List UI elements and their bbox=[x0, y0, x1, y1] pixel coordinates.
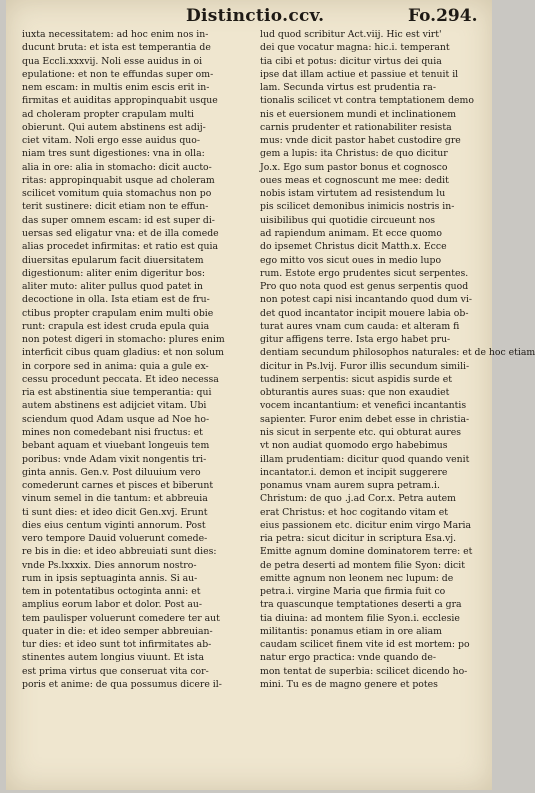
text-line: mini. Tu es de magno genere et potes bbox=[260, 679, 438, 691]
text-line: non potest capi nisi incantando quod dum vi- bbox=[260, 294, 473, 306]
text-line: interficit cibus quam gladius: et non solum bbox=[22, 347, 224, 359]
right-text-column bbox=[260, 28, 535, 691]
text-line: re bis in die: et ideo abbreuiati sunt dies: bbox=[22, 546, 217, 558]
text-line: alia in ore: alia in stomacho: dicit aucto- bbox=[22, 161, 212, 173]
text-line: ginta annis. Gen.v. Post diluuium vero bbox=[22, 466, 201, 478]
text-line: uisibilibus qui quotidie circueunt nos bbox=[260, 214, 436, 226]
text-line: cessu procedunt peccata. Et ideo necessa bbox=[22, 373, 219, 385]
text-line: est prima virtus que conseruat vita cor- bbox=[22, 665, 209, 677]
text-line: tia cibi et potus: dicitur virtus dei quia bbox=[260, 55, 442, 67]
text-line: nobis istam virtutem ad resistendum lu bbox=[260, 188, 446, 200]
text-line: terit sustinere: dicit etiam non te effun- bbox=[22, 201, 209, 213]
text-line: sapienter. Furor enim debet esse in christia- bbox=[260, 413, 470, 425]
text-line: do ipsemet Christus dicit Matth.x. Ecce bbox=[260, 241, 447, 253]
text-line: vnde Ps.lxxxix. Dies annorum nostro- bbox=[22, 559, 197, 571]
text-line: carnis prudenter et rationabiliter resista bbox=[260, 121, 452, 133]
text-line: uersas sed eligatur vna: et de illa comede bbox=[22, 227, 219, 239]
text-line: obturantis aures suas: que non exaudiet bbox=[260, 387, 450, 399]
text-line: vero tempore Dauid voluerunt comede- bbox=[22, 533, 208, 545]
text-line: mon tentat de superbia: scilicet dicendo ho- bbox=[260, 665, 468, 677]
text-line: tem paulisper voluerunt comedere ter aut bbox=[22, 612, 220, 624]
text-line: qua Eccli.xxxvij. Noli esse auidus in oi bbox=[22, 55, 203, 67]
text-line: rum in ipsis septuaginta annis. Si au- bbox=[22, 572, 198, 584]
text-line: poris et anime: de qua possumus dicere il- bbox=[22, 679, 222, 691]
text-line: bebant aquam et viuebant longeuis tem bbox=[22, 440, 210, 452]
text-line: vinum semel in die tantum: et abbreuia bbox=[22, 493, 208, 505]
text-line: dies eius centum viginti annorum. Post bbox=[22, 519, 206, 531]
text-line: dicitur in Ps.lvij. Furor illis secundum simili- bbox=[260, 360, 470, 372]
text-line: epulatione: et non te effundas super om- bbox=[22, 68, 214, 80]
text-line: pis scilicet demonibus inimicis nostris in- bbox=[260, 201, 455, 213]
text-line: lam. Secunda virtus est prudentia ra- bbox=[260, 82, 436, 94]
text-line: nis et euersionem mundi et inclinationem bbox=[260, 108, 457, 120]
text-line: tra quascunque temptationes deserti a gra bbox=[260, 599, 462, 611]
text-line: alias procedet infirmitas: et ratio est quia bbox=[22, 241, 218, 253]
text-line: ponamus vnam aurem supra petram.i. bbox=[260, 480, 440, 492]
text-line: emitte agnum non leonem nec lupum: de bbox=[260, 572, 454, 584]
text-line: vt non audiat quomodo ergo habebimus bbox=[260, 440, 448, 452]
text-line: firmitas et auiditas appropinquabit usque bbox=[22, 95, 218, 107]
text-line: ti sunt dies: et ideo dicit Gen.xvj. Erunt bbox=[22, 506, 208, 518]
text-line: det quod incantator incipit mouere labia ob- bbox=[260, 307, 469, 319]
text-line: lud quod scribitur Act.viij. Hic est virt' bbox=[260, 29, 442, 40]
text-line: gitur affigens terre. Ista ergo habet pru- bbox=[260, 334, 451, 346]
text-line: ctibus propter crapulam enim multi obie bbox=[22, 307, 214, 319]
text-line: incantator.i. demon et incipit suggerere bbox=[260, 466, 448, 478]
text-line: Jo.x. Ego sum pastor bonus et cognosco bbox=[260, 161, 448, 173]
text-line: obierunt. Qui autem abstinens est adij- bbox=[22, 121, 206, 133]
text-line: oues meas et cognoscunt me mee: dedit bbox=[260, 174, 449, 186]
text-line: sciendum quod Adam usque ad Noe ho- bbox=[22, 413, 210, 425]
text-line: diuersitas epularum facit diuersitatem bbox=[22, 254, 204, 266]
folio-number: Fo.294. bbox=[408, 6, 478, 26]
text-line: amplius eorum labor et dolor. Post au- bbox=[22, 599, 202, 611]
text-line: aliter muto: aliter pullus quod patet in bbox=[22, 281, 203, 293]
text-line: eius passionem etc. dicitur enim virgo Maria bbox=[260, 519, 472, 531]
text-line: militantis: ponamus etiam in ore aliam bbox=[260, 625, 442, 637]
text-line: ipse dat illam actiue et passiue et tenuit il bbox=[260, 68, 459, 80]
text-line: tudinem serpentis: sicut aspidis surde et bbox=[260, 373, 453, 385]
text-line: autem abstinens est adijciet vitam. Ubi bbox=[22, 400, 207, 412]
text-line: ad choleram propter crapulam multi bbox=[22, 108, 194, 120]
text-line: de petra deserti ad montem filie Syon: dicit bbox=[260, 559, 465, 571]
text-line: comederunt carnes et pisces et biberunt bbox=[22, 480, 214, 492]
text-line: ciet vitam. Noli ergo esse auidus quo- bbox=[22, 135, 201, 147]
text-line: digestionum: aliter enim digeritur bos: bbox=[22, 267, 206, 279]
text-line: iuxta necessitatem: ad hoc enim nos in- bbox=[22, 29, 209, 40]
left-text-column bbox=[22, 28, 244, 691]
text-line: ad rapiendum animam. Et ecce quomo bbox=[260, 227, 442, 239]
text-line: turat aures vnam cum cauda: et alteram fi bbox=[260, 320, 460, 332]
text-line: tia diuina: ad montem filie Syon.i. ecclesie bbox=[260, 612, 460, 624]
text-line: runt: crapula est idest cruda epula quia bbox=[22, 320, 210, 332]
text-line: ego mitto vos sicut oues in medio lupo bbox=[260, 254, 442, 266]
text-line: nem escam: in multis enim escis erit in- bbox=[22, 82, 210, 94]
text-line: mus: vnde dicit pastor habet custodire gre bbox=[260, 135, 461, 147]
text-line: ria petra: sicut dicitur in scriptura Esa.vj. bbox=[260, 533, 457, 545]
text-line: mines non comedebant nisi fructus: et bbox=[22, 426, 203, 438]
text-line: decoctione in olla. Ista etiam est de fru- bbox=[22, 294, 210, 306]
text-line: stinentes autem longius viuunt. Et ista bbox=[22, 652, 204, 664]
distinction-title: Distinctio.ccv. bbox=[186, 6, 325, 26]
text-line: petra.i. virgine Maria que firmia fuit co bbox=[260, 586, 446, 598]
text-line: niam tres sunt digestiones: vna in olla: bbox=[22, 148, 205, 160]
text-line: ducunt bruta: et ista est temperantia de bbox=[22, 42, 211, 54]
text-line: in corpore sed in anima: quia a gule ex- bbox=[22, 360, 209, 372]
text-line: Pro quo nota quod est genus serpentis quod bbox=[260, 281, 469, 293]
text-line: erat Christus: et hoc cogitando vitam et bbox=[260, 506, 449, 518]
text-line: vocem incantantium: et venefici incantantis bbox=[260, 400, 467, 412]
book-page bbox=[6, 0, 535, 790]
text-line: tem in potentatibus octoginta anni: et bbox=[22, 586, 201, 598]
text-line: quater in die: et ideo semper abbreuian- bbox=[22, 625, 213, 637]
text-line: rum. Estote ergo prudentes sicut serpentes. bbox=[260, 267, 469, 279]
text-line: Christum: de quo .j.ad Cor.x. Petra autem bbox=[260, 493, 456, 505]
text-line: caudam scilicet finem vite id est mortem: po bbox=[260, 639, 470, 651]
text-line: non potest digeri in stomacho: plures enim bbox=[22, 334, 225, 346]
text-line: ria est abstinentia siue temperantia: qui bbox=[22, 387, 212, 399]
text-line: scilicet vomitum quia stomachus non po bbox=[22, 188, 212, 200]
text-line: Emitte agnum domine dominatorem terre: et bbox=[260, 546, 473, 558]
text-line: tionalis scilicet vt contra temptationem demo bbox=[260, 95, 474, 107]
text-line: das super omnem escam: id est super di- bbox=[22, 214, 215, 226]
text-line: poribus: vnde Adam vixit nongentis tri- bbox=[22, 453, 207, 465]
running-head bbox=[186, 6, 486, 30]
text-line: nis sicut in serpente etc. qui obturat aures bbox=[260, 426, 462, 438]
text-line: tur dies: et ideo sunt tot infirmitates ab- bbox=[22, 639, 212, 651]
text-line: ritas: appropinquabit usque ad choleram bbox=[22, 174, 215, 186]
text-line: dei que vocatur magna: hic.i. temperant bbox=[260, 42, 450, 54]
text-line: natur ergo practica: vnde quando de- bbox=[260, 652, 437, 664]
text-line: gem a lupis: ita Christus: de quo dicitur bbox=[260, 148, 448, 160]
text-line: illam prudentiam: dicitur quod quando venit bbox=[260, 453, 470, 465]
text-line: dentiam secundum philosophos naturales: et de hoc etiam bbox=[260, 347, 535, 359]
